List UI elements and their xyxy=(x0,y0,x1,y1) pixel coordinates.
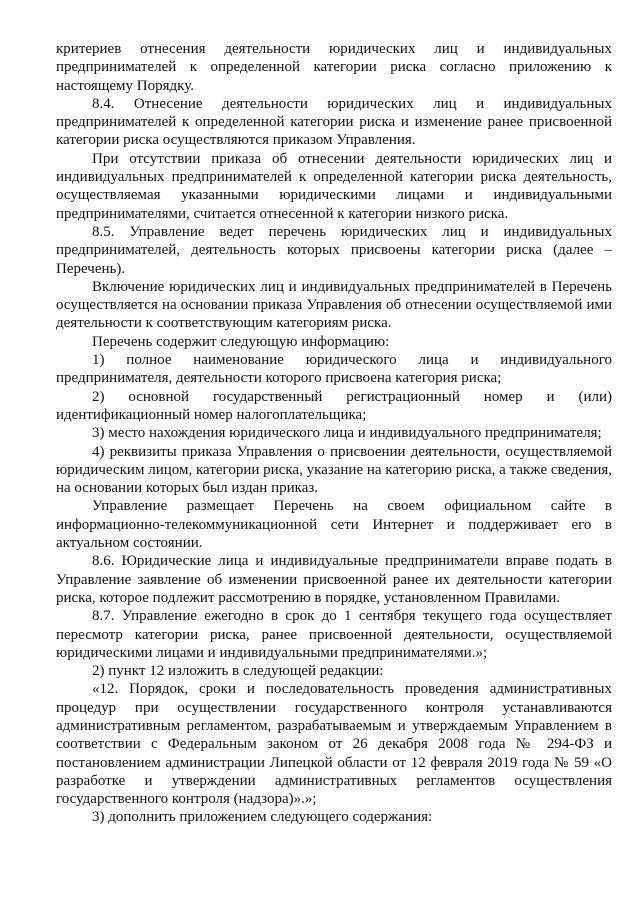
paragraph-8-5: 8.5. Управление ведет перечень юридических лиц и индивидуальных предпринимателей, деятельность которых присвоены категории риска (далее – Перечень). xyxy=(56,223,612,277)
paragraph-8-7: 8.7. Управление ежегодно в срок до 1 сентября текущего года осуществляет пересмотр категории риска, ранее присвоенной деятельности, осуществляемой юридическими лицами и индивидуальными предпринимателями.»; xyxy=(56,608,612,661)
paragraph-point-12: «12. Порядок, сроки и последовательность проведения административных процедур при осуществлении государственного контроля устанавливаются административным регламентом, разрабатываемым и утверждаемым Управлением в соответствии с Федеральным законом от 26 декабря 2008 года № 294-ФЗ и постановлением администрации Липецкой области от 12 февраля 2019 года № 59 «О разработке и утверждении административных регламентов осуществления государственного контроля (надзора)».»; xyxy=(56,681,612,808)
paragraph-list-intro: Перечень содержит следующую информацию: xyxy=(92,333,390,350)
paragraph-appendix-intro: 3) дополнить приложением следующего содержания: xyxy=(92,809,433,826)
list-item-1: 1) полное наименование юридического лица и индивидуального предпринимателя, деятельности которого присвоена категория риска; xyxy=(56,352,612,387)
paragraph-inclusion: Включение юридических лиц и индивидуальных предпринимателей в Перечень осуществляется на основании приказа Управления об отнесении осуществляемой ими деятельности к соответствующим категориям риска. xyxy=(56,278,612,332)
paragraph-publication: Управление размещает Перечень на своем официальном сайте в информационно-телекоммуникационной сети Интернет и поддерживает его в актуальном состоянии. xyxy=(56,498,612,552)
paragraph-no-order: При отсутствии приказа об отнесении деятельности юридических лиц и индивидуальных предпринимателей к определенной категории риска деятельность, осуществляемая указанными юридическими лицами и индивидуальными предпринимателями, считается отнесенной к категории низкого риска. xyxy=(56,150,612,222)
paragraph-continuation: критериев отнесения деятельности юридических лиц и индивидуальных предпринимателей к определенной категории риска согласно приложению к настоящему Порядку. xyxy=(56,41,612,94)
paragraph-8-6: 8.6. Юридические лица и индивидуальные предприниматели вправе подать в Управление заявление об изменении присвоенной ранее их деятельности категории риска, которое подлежит рассмотрению в порядке, установленном Правилами. xyxy=(56,553,612,606)
list-item-3: 3) место нахождения юридического лица и индивидуального предпринимателя; xyxy=(92,425,602,442)
paragraph-8-4: 8.4. Отнесение деятельности юридических лиц и индивидуальных предпринимателей к определенной категории риска и изменение ранее присвоенной категории риска осуществляются приказом Управления. xyxy=(56,95,612,149)
list-item-2: 2) основной государственный регистрационный номер и (или) идентификационный номер налогоплательщика; xyxy=(56,388,612,423)
paragraph-point-12-intro: 2) пункт 12 изложить в следующей редакции: xyxy=(92,663,384,680)
list-item-4: 4) реквизиты приказа Управления о присвоении деятельности, осуществляемой юридическим лицом, категории риска, указание на категорию риска, а также сведения, на основании которых был издан приказ. xyxy=(56,443,612,497)
document-page xyxy=(56,40,612,827)
